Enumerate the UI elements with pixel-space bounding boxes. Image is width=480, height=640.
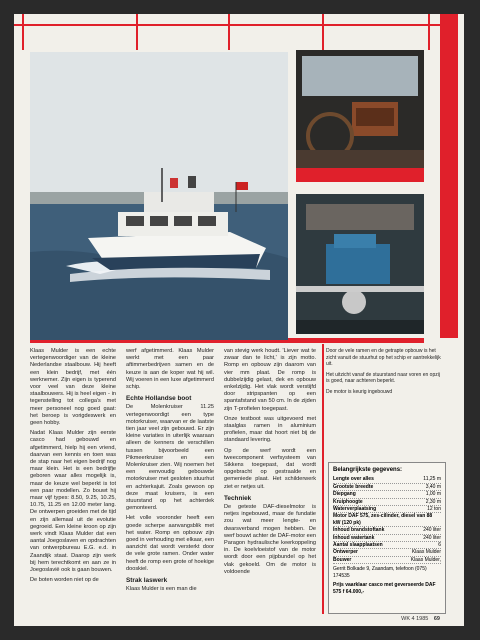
spec-row: Inhoud watertank 240 liter [333,534,441,541]
magazine-page [14,14,464,626]
specs-title: Belangrijkste gegevens: [333,467,403,473]
issue-label: WK 4 1985 [401,616,429,622]
article-column-3 [224,348,316,579]
spec-row: Grootste breedte 3,40 m [333,483,441,490]
caption: De motor is keurig ingebouwd [326,388,393,395]
paragraph: Op de werf wordt een tweecomponent verfsysteem van Sikkens toegepast, dat wordt opgebracht op gestraalde en gemeniede plaat. Het schilderwerk ziet er netjes uit. [224,447,316,490]
spec-row: Kruiphoogte 2,30 m [333,498,441,505]
paragraph: Nadat Klaas Mulder zijn eerste casco had gebouwd en afgetimmerd, hielp hij een vriend, daarvan een kennis en toen was de stap naar het eigen bedrijf nog maar klein. Het is een bedrijfje geboren waar alles mogelijk is, maar de keuze wel beperkt is tot een paar modellen. Zo bouwt hij maar vijf types: 8.50, 9.25, 10.25, 10.75, 11.25 en 12.00 meter lang. De ontwerpen groeiden met de tijd en zijn allemaal uit de evolutie gegroeid. Een kleine kroon op zijn werk vindt Klaas Mulder dat een aantal Joegoslaven en opdrachten van ontwerpbureau E.G. e.d. in Zaandijk staat. Daarop zijn werk bij hem terechtkomt en aan ze in Joegoslavië ook is gaan bouwen. [30,430,116,574]
top-red-rule [14,24,440,26]
specs-address: Gerrit Bolkade 9, Zaandam, telefoon (075) 174535 [333,566,427,579]
spec-row: Ontwerper Klaas Mulder [333,549,441,556]
red-tick-4 [322,14,324,50]
article-column-2 [126,348,214,597]
paragraph: De Molenkruiser 11.25 vertegenwoordigt een type motorkruiser, waarvan er de laatste tien jaar veel zijn gebouwd. Er zijn kleine variaties in uiterlijk waaraan alleen de kenners de verschillen tussen bijvoorbeeld een Pikmeerkruiser en een Molenkruiser zien. Wij noemen het een eenvoudig gebouwde motorkruiser met gesloten stuurhut en achterkajuit. Zoals gewoon op deze maat kruisers, is een stuurstand op het achterdek gemonteerd. [126,404,214,512]
red-tick-5 [428,14,430,50]
page-number: 69 [433,616,440,622]
red-tick-2 [136,14,138,50]
engine-room-photo [296,194,424,334]
specs-price: Prijs vaarklaar casco met geverseerde DAF 575 f 64.000,- [333,582,436,595]
spec-row: Motor DAF 575, zes-cilinder, diesel van 88 kW (120 pk) [333,513,441,527]
paragraph: De boten worden niet op de [30,577,99,584]
column-red-rule [322,344,324,614]
spec-row: Waterverplaatsing 12 ton [333,506,441,513]
paragraph: De geteste DAF-dieselmotor is netjes ingebouwd, maar de fundatie zou wat meer lengte- en dwarsverband mogen hebben. De werf bouwt achter de DAF-motor een Paragon hydraulische keerkoppeling in. De koelvloeistof van de motor wordt door een pijpbundel op het vlak gekoeld. Om de motor is voldoende [224,504,316,575]
caption: Het uitzicht vanaf de stuurstand naar voren en opzij is goed, naar achteren beperkt. [326,371,440,385]
spec-row: Inhoud brandstoftank 240 liter [333,527,441,534]
spec-row: Lengte over alles 11,25 m [333,476,441,483]
red-side-bar [440,14,458,338]
paragraph: Onze testboot was uitgevoerd met staalglas ramen in aluminium profielen, maar dat hoort niet bij de standaard levering. [224,415,316,444]
subheading: Techniek [224,494,252,502]
spec-row: Aantal slaapplaatsen 6 [333,542,441,549]
spec-row: Bouwer Klaas Mulder, [333,556,441,563]
spec-row: Diepgang 1,00 m [333,491,441,498]
photo-captions [326,348,444,400]
red-tick-1 [22,14,24,50]
specs-box [328,462,446,614]
red-tick-3 [228,14,230,50]
paragraph: Klaas Mulder is een man die [126,586,197,593]
helm-interior-photo [296,50,424,182]
paragraph: werf afgetimmerd. Klaas Mulder werkt met een paar aftimmerbedrijven samen en de keuze is aan de koper wat hij wil. Wij voeren in een luxe afgetimmerd schip. [126,348,214,391]
subheading: Echte Hollandse boot [126,395,192,403]
caption: Door de vele ramen en de getrapte opbouw is het zicht vanuit de stuurhut op het schip er aantrekkelijk uit. [326,348,441,368]
paragraph: van stevig werk houdt. 'Liever wat te zwaar dan te licht,' is zijn motto. Romp en opbouw zijn daarom van vier mm plaat. De romp is dubbelzijdig gelast, dek en opbouw enkelzijdig. Het vlak wordt verstijfd door stripspanten op een spantafstand van 50 cm. In de zijden zijn T-profielen toegepast. [224,348,316,412]
page-footer [401,616,440,622]
article-column-1 [30,348,116,588]
paragraph: Klaas Mulder is een echte vertegenwoordiger van de kleine Nederlandse staalbouw. Hij heeft een klein bedrijf, met één werknemer. Zijn eigen is typerend voor veel van deze kleine staalbouwers. Hij is heel eigen - in tegenstelling tot collega's met meer personeel nog goed gaat: het beroep is vorigdeswerk en geen hobby. [30,348,116,427]
paragraph: Het volle vooronder heeft een goede scherpe aanvangsblik met het water. Romp en opbouw zijn goed in verhouding met elkaar, een aanzicht dat wordt versterkt door de vele grote ramen. Onder water heeft de romp een grote of hoekige dooskiel. [126,515,214,572]
subheading: Strak laswerk [126,577,168,585]
boat-photo [30,52,288,340]
